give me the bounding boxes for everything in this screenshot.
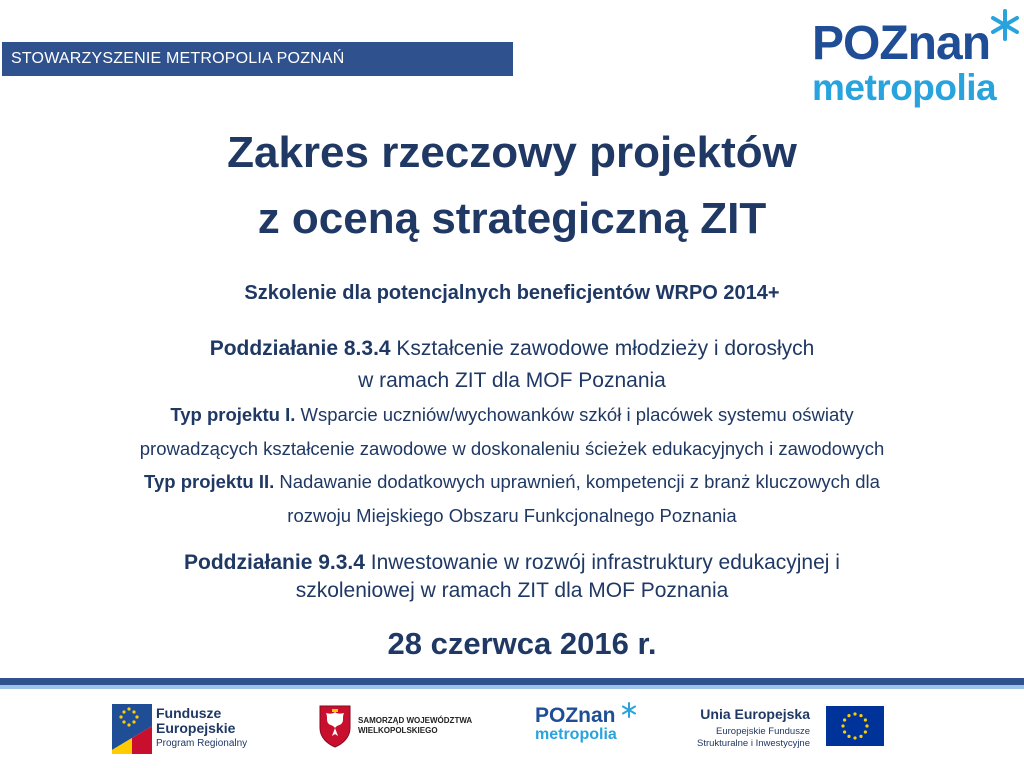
eu-star <box>864 730 867 733</box>
footer-divider-light <box>0 685 1024 689</box>
fe-name: Fundusze Europejskie <box>156 705 236 736</box>
presentation-date: 28 czerwca 2016 r. <box>387 626 657 661</box>
eu-star <box>843 730 846 733</box>
presentation-title <box>0 120 1024 252</box>
title-line-1: Zakres rzeczowy projektów <box>227 128 797 177</box>
fundusze-europejskie-logo <box>112 698 282 756</box>
logo-poznan-word: POZnan <box>812 17 991 70</box>
measure-934-label: Poddziałanie 9.3.4 <box>184 551 365 574</box>
footer-divider <box>0 678 1024 685</box>
project-type-2-line-2: rozwoju Miejskiego Obszaru Funkcjonalnego Poznania <box>287 504 737 526</box>
project-type-1-label: Typ projektu I. <box>170 404 296 425</box>
ue-fund-name: Europejskie Fundusze Strukturalne i Inwestycyjne <box>697 726 810 749</box>
project-type-1-text: Wsparcie uczniów/wychowanków szkół i placówek systemu oświaty <box>295 404 854 425</box>
eu-star <box>865 724 868 727</box>
eu-star <box>847 735 850 738</box>
ue-name: Unia Europejska <box>700 706 810 722</box>
project-type-2-text: Nadawanie dodatkowych uprawnień, kompetencji z branż kluczowych dla <box>274 471 880 492</box>
unia-europejska-logo <box>680 702 900 758</box>
samorzad-wielkopolski-logo <box>318 704 488 756</box>
wlkp-name: SAMORZĄD WOJEWÓDZTWA WIELKOPOLSKIEGO <box>358 716 473 735</box>
eu-star <box>843 718 846 721</box>
asterisk-icon <box>988 8 1022 42</box>
organization-banner <box>2 42 513 76</box>
logo-metropolia-word: metropolia <box>812 67 997 108</box>
eagle-coat-of-arms-icon <box>318 704 352 748</box>
poznan-metropolia-small-logo <box>535 702 645 754</box>
measure-934-block <box>0 549 1024 605</box>
eu-star <box>859 714 862 717</box>
fe-flag-icon <box>112 698 152 754</box>
eu-star <box>864 718 867 721</box>
measure-834-label: Poddziałanie 8.3.4 <box>209 337 391 360</box>
small-logo-poznan-word: POZnan <box>535 704 616 727</box>
small-logo-metropolia-word: metropolia <box>535 726 617 743</box>
eu-star <box>853 736 856 739</box>
project-type-1-line-2: prowadzących kształcenie zawodowe w doskonaleniu ścieżek edukacyjnych i zawodowych <box>139 437 885 459</box>
eu-star <box>853 712 856 715</box>
asterisk-icon <box>621 702 637 718</box>
measure-834-block <box>0 333 1024 397</box>
eu-star <box>841 724 844 727</box>
presentation-subtitle: Szkolenie dla potencjalnych beneficjentów WRPO 2014+ <box>244 282 780 304</box>
eu-flag-icon <box>826 706 884 746</box>
project-types-block <box>0 398 1024 532</box>
measure-834-line-1 <box>0 333 1024 365</box>
project-type-2-label: Typ projektu II. <box>144 471 275 492</box>
project-type-2-line-1 <box>0 465 1024 499</box>
fe-program: Program Regionalny <box>156 738 248 749</box>
title-line-2: z oceną strategiczną ZIT <box>257 194 767 243</box>
organization-name: STOWARZYSZENIE METROPOLIA POZNAŃ <box>11 50 345 67</box>
measure-834-text: Kształcenie zawodowe młodzieży i dorosłych <box>390 337 815 360</box>
eu-star <box>847 714 850 717</box>
measure-934-line-1 <box>0 549 1024 577</box>
project-type-1-line-1 <box>0 398 1024 432</box>
eu-star <box>859 735 862 738</box>
measure-934-line-2: szkoleniowej w ramach ZIT dla MOF Poznania <box>295 579 729 602</box>
poznan-metropolia-logo <box>810 8 1024 113</box>
measure-934-text: Inwestowanie w rozwój infrastruktury edukacyjnej i <box>364 551 840 574</box>
measure-834-line-2: w ramach ZIT dla MOF Poznania <box>358 369 666 392</box>
